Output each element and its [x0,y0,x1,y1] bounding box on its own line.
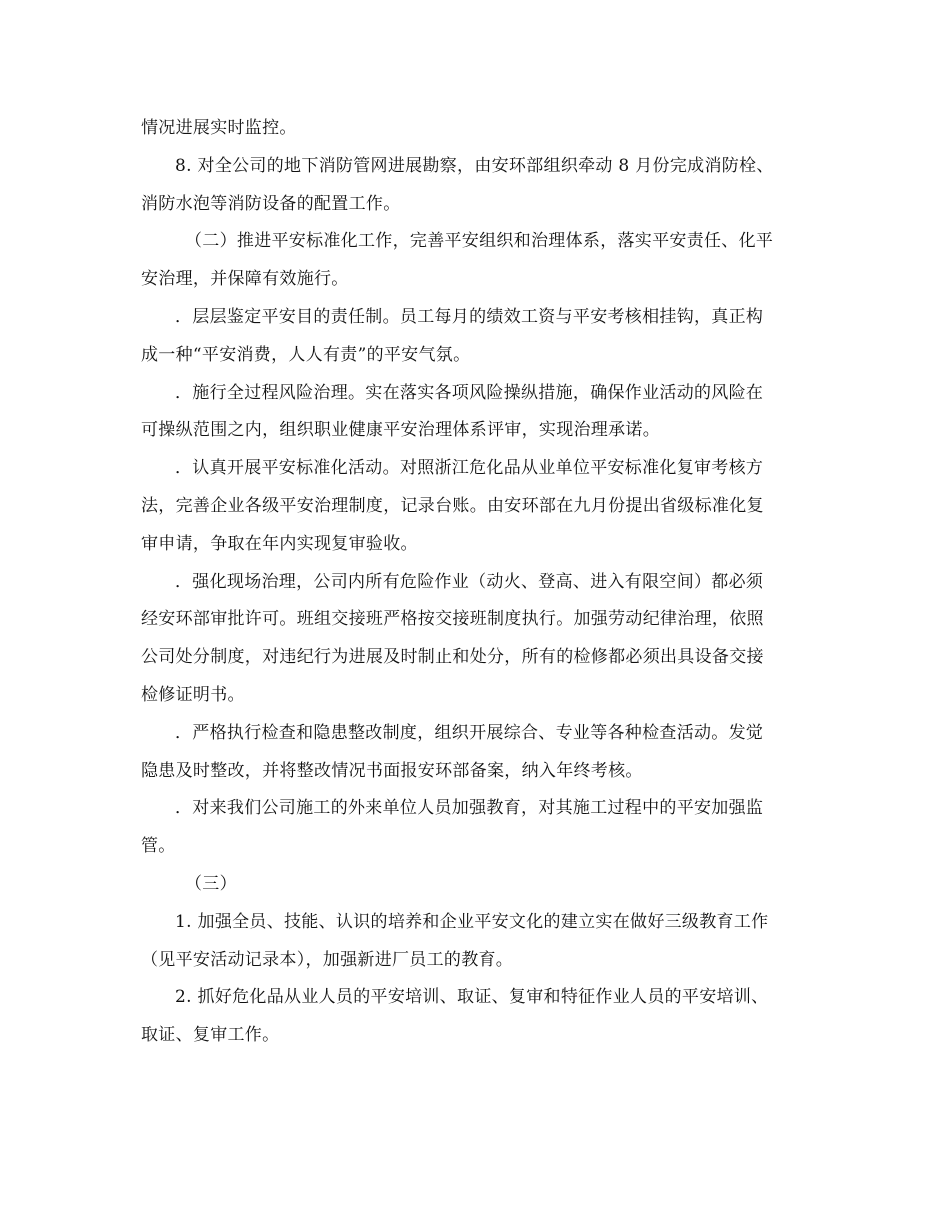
text-line: ．施行全过程风险治理。实在落实各项风险操纵措施，确保作业活动的风险在 [175,382,764,403]
paragraph-risk [141,375,816,451]
paragraph-responsibility [141,299,816,375]
paragraph-standardization [141,450,816,563]
text-line: 1. 加强全员、技能、认识的培养和企业平安文化的建立实在做好三级教育工作 [175,911,769,932]
text-line: （见平安活动记录本），加强新进厂员工的教育。 [141,949,514,970]
paragraph-item-2 [141,979,816,1055]
text-line: 管。 [141,836,176,857]
text-line: 安治理，并保障有效施行。 [141,269,349,290]
text-line: 8. 对全公司的地下消防管网进展勘察，由安环部组织牵动 8 月份完成消防栓、 [175,155,774,176]
paragraph-contractors [141,790,816,866]
text-line: 公司处分制度，对违纪行为进展及时制止和处分，所有的检修都必须出具设备交接 [141,647,764,668]
text-line: 可操纵范围之内，组织职业健康平安治理体系评审，实现治理承诺。 [141,420,660,441]
text-line: 情况进展实时监控。 [141,118,297,138]
text-line: 隐患及时整改，并将整改情况书面报安环部备案，纳入年终考核。 [141,760,643,781]
paragraph-item-8 [141,148,816,224]
text-line: 检修证明书。 [141,684,245,705]
paragraph-continuation [141,110,816,148]
text-line: ．严格执行检查和隐患整改制度，组织开展综合、专业等各种检查活动。发觉 [175,722,764,743]
text-line: 成一种“平安消费，人人有责”的平安气氛。 [141,344,471,365]
text-line: ．对来我们公司施工的外来单位人员加强教育，对其施工过程中的平安加强监 [175,798,764,819]
text-line: 2. 抓好危化品从业人员的平安培训、取证、复审和特征作业人员的平安培训、 [175,987,769,1008]
paragraph-item-1 [141,904,816,980]
text-line: （三） [185,873,237,894]
text-line: ．层层鉴定平安目的责任制。员工每月的绩效工资与平安考核相挂钩，真正构 [175,306,764,327]
text-line: ．认真开展平安标准化活动。对照浙江危化品从业单位平安标准化复审考核方 [175,458,764,479]
text-line: 取证、复审工作。 [141,1025,280,1046]
text-line: 消防水泡等消防设备的配置工作。 [141,193,401,214]
text-line: （二）推进平安标准化工作，完善平安组织和治理体系，落实平安责任、化平 [185,231,774,252]
paragraph-site-management [141,564,816,715]
section-heading-3 [141,866,816,904]
document-body [141,110,816,1055]
text-line: ．强化现场治理，公司内所有危险作业（动火、登高、进入有限空间）都必须 [175,571,764,592]
text-line: 审申请，争取在年内实现复审验收。 [141,533,418,554]
text-line: 法，完善企业各级平安治理制度，记录台账。由安环部在九月份提出省级标准化复 [141,495,764,516]
text-line: 经安环部审批许可。班组交接班严格按交接班制度执行。加强劳动纪律治理，依照 [141,609,764,630]
section-heading-2 [141,223,816,299]
paragraph-inspection [141,715,816,791]
